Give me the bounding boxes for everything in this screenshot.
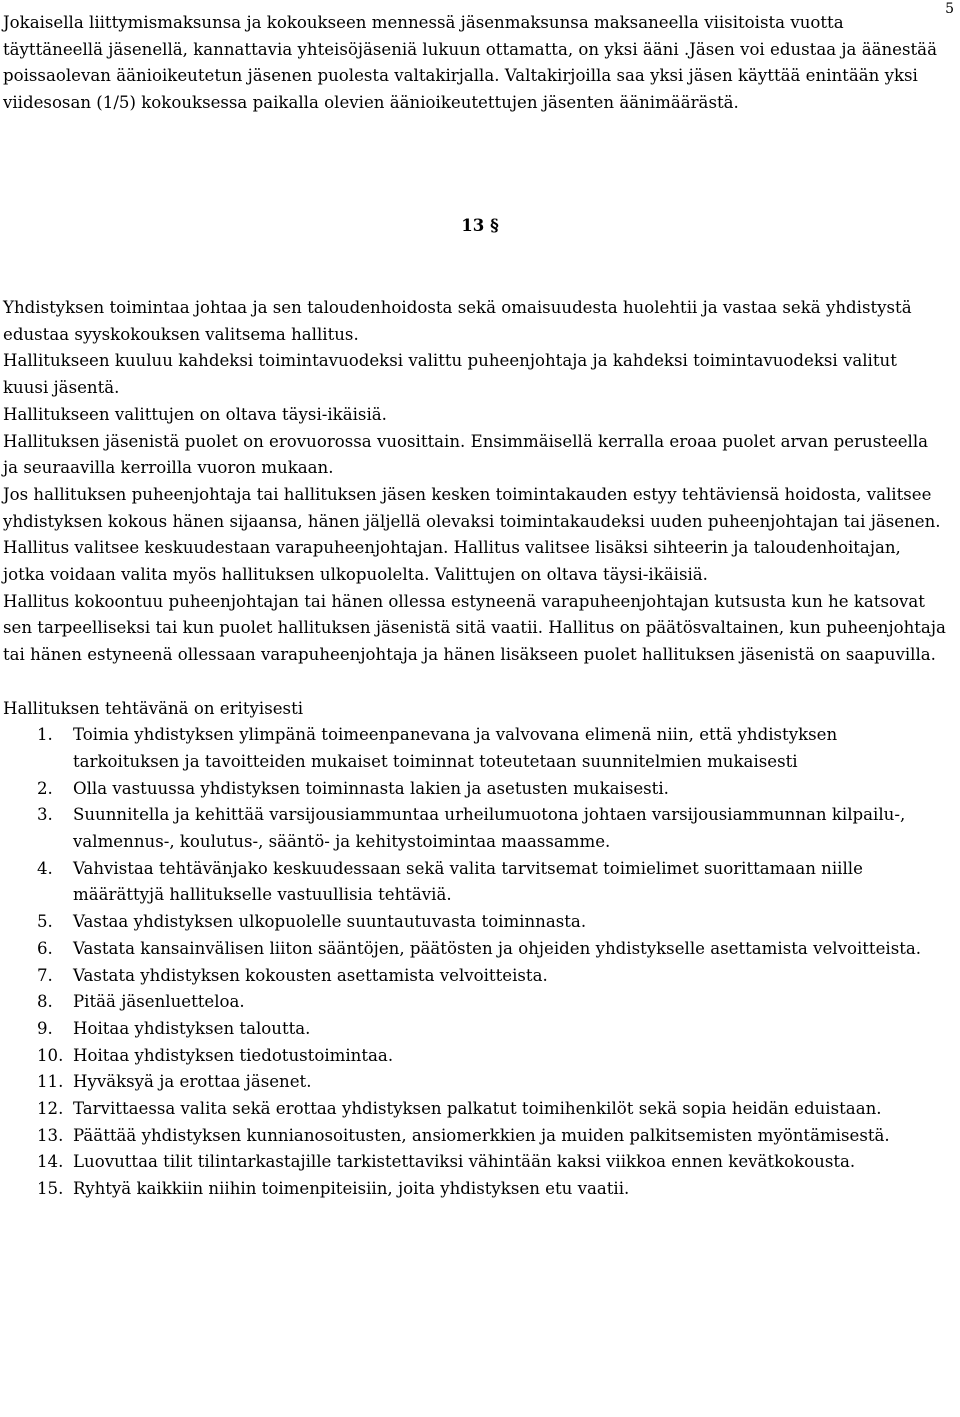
list-item-number: 3. xyxy=(37,805,53,825)
list-item-text: Vastaa yhdistyksen ulkopuolelle suuntautuvasta toiminnasta. xyxy=(73,912,587,932)
list-item-text: Pitää jäsenluetteloa. xyxy=(73,992,245,1012)
list-item xyxy=(3,1123,947,1150)
list-item xyxy=(3,1176,947,1203)
list-item-number: 2. xyxy=(37,778,53,798)
list-item-number: 4. xyxy=(37,858,53,878)
list-item-number: 11. xyxy=(37,1072,64,1092)
list-item-text: Hoitaa yhdistyksen taloutta. xyxy=(73,1018,311,1038)
body-paragraph: Hallitus kokoontuu puheenjohtajan tai hänen ollessa estyneenä varapuheenjohtajan kutsusta kun he katsovat sen tarpeelliseksi tai kun puolet hallituksen jäsenistä sitä vaatii. Hallitus on päätösvaltainen, kun puheenjohtaja tai hänen estyneenä ollessaan varapuheenjohtaja ja hänen lisäkseen puolet hallituksen jäsenistä on saapuvilla. xyxy=(3,591,946,665)
body-paragraph: Hallituksen jäsenistä puolet on erovuorossa vuosittain. Ensimmäisellä kerralla eroaa puolet arvan perusteella ja seuraavilla kerroilla vuoron mukaan. xyxy=(3,431,929,478)
body-paragraph: Hallitukseen kuuluu kahdeksi toimintavuodeksi valittu puheenjohtaja ja kahdeksi toimintavuodeksi valitut kuusi jäsentä. xyxy=(3,351,897,398)
list-item xyxy=(3,722,947,775)
list-item xyxy=(3,1096,947,1123)
list-item-number: 9. xyxy=(37,1018,53,1038)
list-item-text: Toimia yhdistyksen ylimpänä toimeenpanevana ja valvovana elimenä niin, että yhdistyksen tarkoituksen ja tavoitteiden mukaiset toiminnat toteutetaan suunnitelmien mukaisesti xyxy=(73,725,838,771)
list-item-number: 6. xyxy=(37,938,53,958)
list-item xyxy=(3,963,947,990)
list-item-text: Päättää yhdistyksen kunnianosoitusten, ansiomerkkien ja muiden palkitsemisten myöntämisestä. xyxy=(73,1125,890,1145)
list-item xyxy=(3,936,947,963)
list-item-text: Vahvistaa tehtävänjako keskuudessaan sekä valita tarvitsemat toimielimet suorittamaan niille määrättyjä hallitukselle vastuullisia tehtäviä. xyxy=(73,858,863,905)
intro-paragraph: Jokaisella liittymismaksunsa ja kokoukseen mennessä jäsenmaksunsa maksaneella viisitoista vuotta täyttäneellä jäsenellä, kannattavia yhteisöjäseniä lukuun ottamatta, on yksi ääni .Jäsen voi edustaa ja äänestää poissaolevan äänioikeutetun jäsenen puolesta valtakirjalla. Valtakirjoilla saa yksi jäsen käyttää enintään yksi viidesosan (1/5) kokouksessa paikalla olevien äänioikeutettujen jäsenten äänimäärästä. xyxy=(3,13,937,113)
list-item-number: 13. xyxy=(37,1125,64,1145)
list-item xyxy=(3,776,947,803)
list-item-text: Hyväksyä ja erottaa jäsenet. xyxy=(73,1072,312,1092)
section-body xyxy=(3,295,947,1203)
document-page xyxy=(3,10,947,117)
list-item-number: 5. xyxy=(37,912,53,932)
list-item xyxy=(3,1043,947,1070)
list-item-text: Suunnitella ja kehittää varsijousiammuntaa urheilumuotona johtaen varsijousiammunnan kilpailu-, valmennus-, koulutus-, sääntö- ja kehitystoimintaa maassamme. xyxy=(73,805,906,852)
tasks-intro: Hallituksen tehtävänä on erityisesti xyxy=(3,698,304,718)
list-item xyxy=(3,1016,947,1043)
body-paragraph: Hallitus valitsee keskuudestaan varapuheenjohtajan. Hallitus valitsee lisäksi sihteerin ja taloudenhoitajan, jotka voidaan valita myös hallituksen ulkopuolelta. Valittujen on oltava täysi-ikäisiä. xyxy=(3,538,901,585)
list-item-number: 15. xyxy=(37,1179,64,1199)
list-item xyxy=(3,802,947,855)
list-item-text: Vastata kansainvälisen liiton sääntöjen, päätösten ja ohjeiden yhdistykselle asettamista velvoitteista. xyxy=(73,938,922,958)
list-item xyxy=(3,1149,947,1176)
list-item-number: 7. xyxy=(37,965,53,985)
body-paragraph: Jos hallituksen puheenjohtaja tai hallituksen jäsen kesken toimintakauden estyy tehtäviensä hoidosta, valitsee yhdistyksen kokous hänen sijaansa, hänen jäljellä olevaksi toimintakaudeksi uuden puheenjohtajan tai jäsenen. xyxy=(3,484,941,531)
list-item-number: 12. xyxy=(37,1099,64,1119)
list-item-text: Hoitaa yhdistyksen tiedotustoimintaa. xyxy=(73,1045,394,1065)
list-item-text: Tarvittaessa valita sekä erottaa yhdistyksen palkatut toimihenkilöt sekä sopia heidän eduistaan. xyxy=(73,1099,882,1119)
page-number: 5 xyxy=(945,1,954,17)
list-item-text: Vastata yhdistyksen kokousten asettamista velvoitteista. xyxy=(73,965,548,985)
list-item-number: 14. xyxy=(37,1152,64,1172)
body-paragraph: Hallitukseen valittujen on oltava täysi-ikäisiä. xyxy=(3,404,387,424)
list-item-number: 8. xyxy=(37,992,53,1012)
list-item xyxy=(3,856,947,909)
list-item-number: 10. xyxy=(37,1045,64,1065)
list-item xyxy=(3,1069,947,1096)
list-item-number: 1. xyxy=(37,725,53,745)
list-item xyxy=(3,909,947,936)
list-item-text: Luovuttaa tilit tilintarkastajille tarkistettaviksi vähintään kaksi viikkoa ennen kevätkokousta. xyxy=(73,1152,856,1172)
section-heading: 13 § xyxy=(461,215,499,235)
body-paragraph: Yhdistyksen toimintaa johtaa ja sen taloudenhoidosta sekä omaisuudesta huolehtii ja vastaa sekä yhdistystä edustaa syyskokouksen valitsema hallitus. xyxy=(3,298,912,344)
list-item-text: Ryhtyä kaikkiin niihin toimenpiteisiin, joita yhdistyksen etu vaatii. xyxy=(73,1179,630,1199)
list-item-text: Olla vastuussa yhdistyksen toiminnasta lakien ja asetusten mukaisesti. xyxy=(73,778,669,798)
task-list xyxy=(3,722,947,1203)
list-item xyxy=(3,989,947,1016)
